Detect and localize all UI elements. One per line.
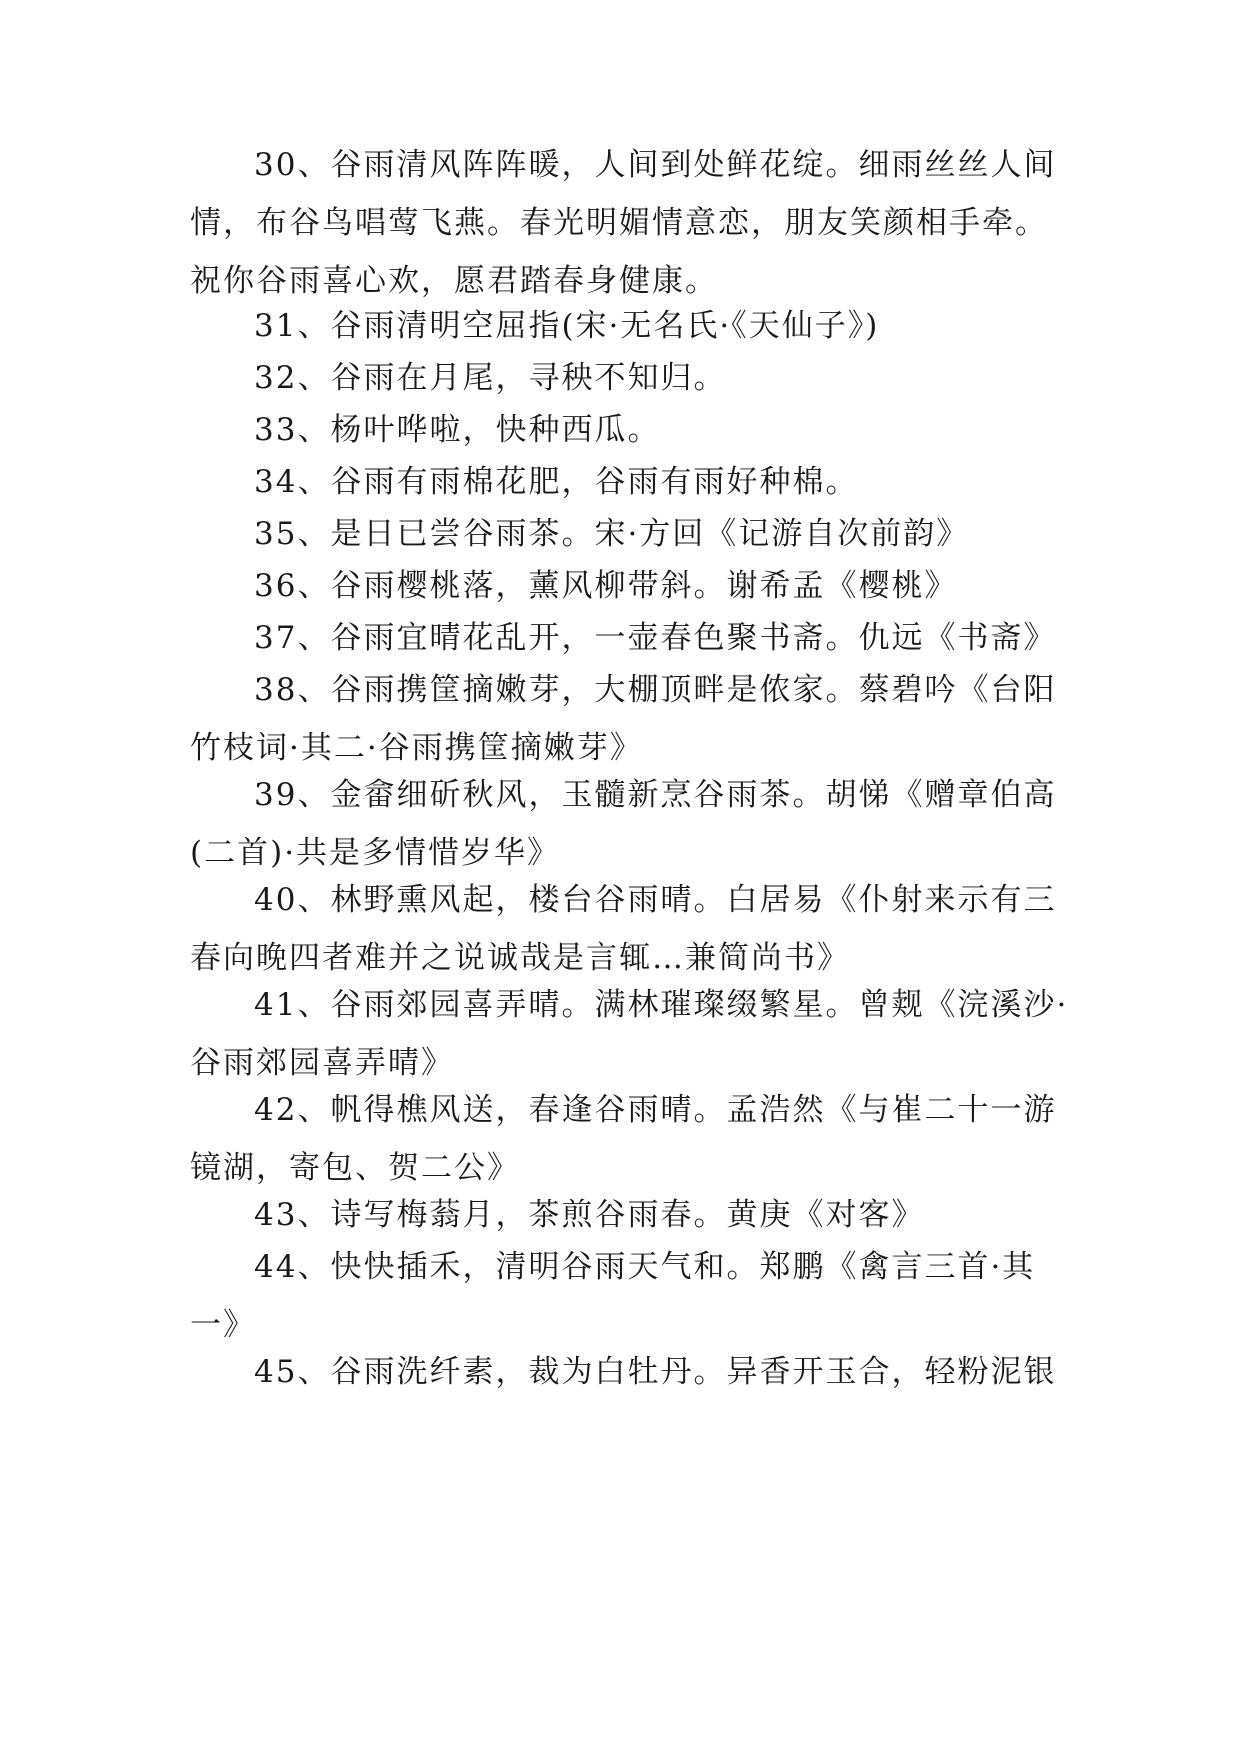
- paragraph-43: 43、诗写梅蓊月，茶煎谷雨春。黄庚《对客》: [254, 1197, 925, 1233]
- paragraph-40: 40、林野熏风起，楼台谷雨晴。白居易《仆射来示有三春向晚四者难并之说诚哉是言辄…兼简尚书》: [190, 882, 1057, 976]
- paragraph-35: 35、是日已尝谷雨茶。宋·方回《记游自次前韵》: [254, 516, 970, 552]
- paragraph-45: 45、谷雨洗纤素，裁为白牡丹。异香开玉合，轻粉泥银: [254, 1354, 1057, 1390]
- paragraph-32: 32、谷雨在月尾，寻秧不知归。: [254, 360, 727, 396]
- paragraph-31: 31、谷雨清明空屈指(宋·无名氏·《天仙子》): [254, 308, 880, 344]
- paragraph-39: 39、金畲细斫秋风，玉髓新烹谷雨茶。胡悌《赠章伯高(二首)·共是多情惜岁华》: [190, 777, 1057, 871]
- paragraph-33: 33、杨叶哗啦，快种西瓜。: [254, 412, 661, 448]
- paragraph-36: 36、谷雨樱桃落，薰风柳带斜。谢希孟《樱桃》: [254, 568, 958, 604]
- paragraph-44: 44、快快插禾，清明谷雨天气和。郑鹏《禽言三首·其一》: [190, 1249, 1036, 1343]
- paragraph-37: 37、谷雨宜晴花乱开，一壶春色聚书斋。仇远《书斋》: [254, 620, 1057, 656]
- paragraph-34: 34、谷雨有雨棉花肥，谷雨有雨好种棉。: [254, 464, 859, 500]
- paragraph-38: 38、谷雨携筐摘嫩芽，大棚顶畔是侬家。蔡碧吟《台阳竹枝词·其二·谷雨携筐摘嫩芽》: [190, 672, 1057, 766]
- paragraph-41: 41、谷雨郊园喜弄晴。满林璀璨缀繁星。曾觌《浣溪沙·谷雨郊园喜弄晴》: [190, 987, 1069, 1081]
- paragraph-30: 30、谷雨清风阵阵暖，人间到处鲜花绽。细雨丝丝人间情，布谷鸟唱莺飞燕。春光明媚情意恋，朋友笑颜相手牵。祝你谷雨喜心欢，愿君踏春身健康。: [190, 147, 1057, 299]
- paragraph-42: 42、帆得樵风送，春逢谷雨晴。孟浩然《与崔二十一游镜湖，寄包、贺二公》: [190, 1092, 1057, 1186]
